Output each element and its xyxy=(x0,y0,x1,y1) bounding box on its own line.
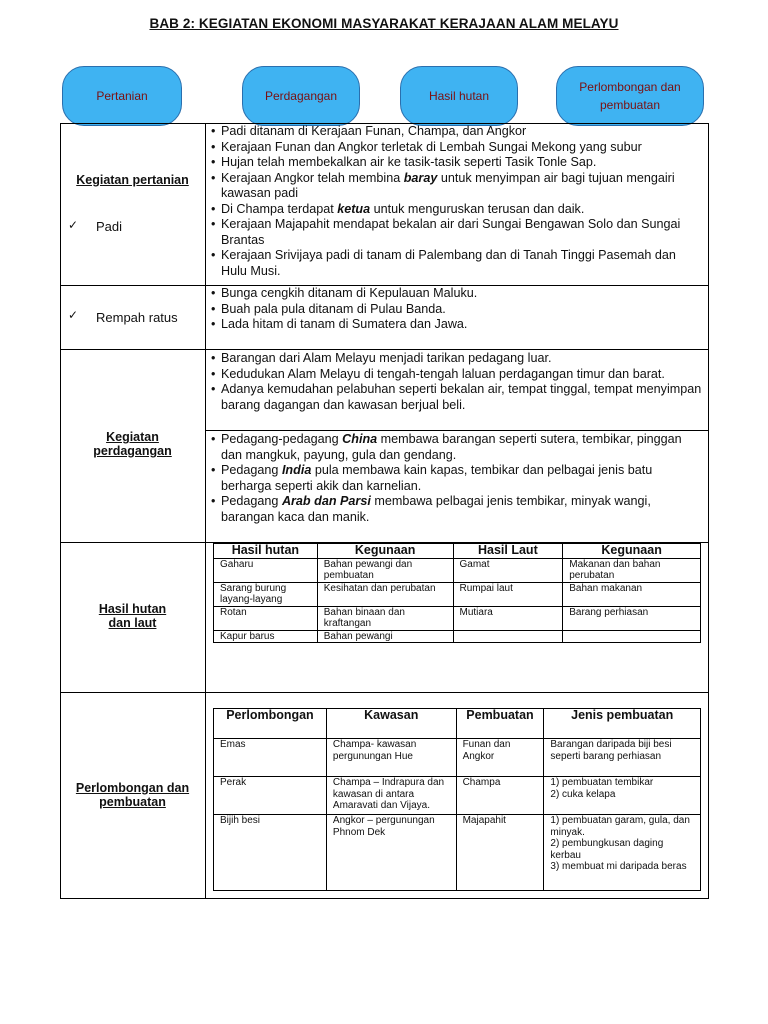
list-item: • Kedudukan Alam Melayu di tengah-tengah laluan perdagangan timur dan barat. xyxy=(211,367,703,383)
table-row xyxy=(214,630,701,643)
table-perlombongan xyxy=(213,708,701,891)
pill-perdagangan: Perdagangan xyxy=(242,66,360,126)
row-divider xyxy=(205,430,709,431)
label-padi: Padi xyxy=(96,219,123,234)
pill-perlombongan: Perlombongan dan pembuatan xyxy=(556,66,704,126)
label-perlombongan-pembuatan: Perlombongan dan pembuatan xyxy=(75,781,190,809)
table-cell: Kapur barus xyxy=(214,630,318,643)
table-cell: Perak xyxy=(214,777,327,815)
list-padi xyxy=(211,124,703,279)
table-header-row xyxy=(214,544,701,559)
table-header-row xyxy=(214,709,701,739)
table-cell: Bahan pewangi dan pembuatan xyxy=(317,558,453,582)
list-item: • Di Champa terdapat ketua untuk menguruskan terusan dan daik. xyxy=(211,202,703,218)
list-item: • Barangan dari Alam Melayu menjadi tarikan pedagang luar. xyxy=(211,351,703,367)
list-item: • Kerajaan Funan dan Angkor terletak di Lembah Sungai Mekong yang subur xyxy=(211,140,703,156)
list-item: • Kerajaan Srivijaya padi di tanam di Palembang dan di Tanah Tinggi Pasemah dan Hulu Musi. xyxy=(211,248,703,279)
list-item: • Kerajaan Majapahit mendapat bekalan air dari Sungai Bengawan Solo dan Sungai Brantas xyxy=(211,217,703,248)
list-item: • Bunga cengkih ditanam di Kepulauan Maluku. xyxy=(211,286,703,302)
list-item: • Adanya kemudahan pelabuhan seperti bekalan air, tempat tinggal, tempat menyimpan barang dagangan dan kawasan berjual beli. xyxy=(211,382,703,413)
list-item: • Lada hitam di tanam di Sumatera dan Jawa. xyxy=(211,317,703,333)
table-cell: Emas xyxy=(214,739,327,777)
pill-hasil-hutan: Hasil hutan xyxy=(400,66,518,126)
label-kegiatan-perdagangan: Kegiatan perdagangan xyxy=(93,430,172,458)
list-item: • Pedagang Arab dan Parsi membawa pelbagai jenis tembikar, minyak wangi, barangan kaca dan manik. xyxy=(211,494,703,525)
table-cell: Champa- kawasan pergunungan Hue xyxy=(326,739,456,777)
table-row xyxy=(214,606,701,630)
column-header: Hasil hutan xyxy=(214,544,318,559)
table-cell: Kesihatan dan perubatan xyxy=(317,582,453,606)
table-cell: Angkor – pergunungan Phnom Dek xyxy=(326,815,456,891)
column-header: Kegunaan xyxy=(563,544,701,559)
table-cell: Champa – Indrapura dan kawasan di antara Amaravati dan Vijaya. xyxy=(326,777,456,815)
column-header: Perlombongan xyxy=(214,709,327,739)
check-icon: ✓ xyxy=(68,308,79,322)
column-header: Kegunaan xyxy=(317,544,453,559)
list-item: • Pedagang India pula membawa kain kapas, tembikar dan pelbagai jenis batu berharga seperti akik dan karnelian. xyxy=(211,463,703,494)
column-header: Kawasan xyxy=(326,709,456,739)
table-cell: 1) pembuatan garam, gula, dan minyak. 2) pembungkusan daging kerbau 3) membuat mi daripada beras xyxy=(544,815,701,891)
table-cell: Gamat xyxy=(453,558,563,582)
table-cell: Funan dan Angkor xyxy=(456,739,544,777)
table-row xyxy=(214,582,701,606)
check-icon: ✓ xyxy=(68,218,79,232)
table-cell: Champa xyxy=(456,777,544,815)
column-header: Jenis pembuatan xyxy=(544,709,701,739)
table-cell: Bijih besi xyxy=(214,815,327,891)
table-hasil xyxy=(213,543,701,643)
table-cell: Barang perhiasan xyxy=(563,606,701,630)
label-hasil-hutan-laut: Hasil hutan dan laut xyxy=(98,602,167,630)
table-cell: Rotan xyxy=(214,606,318,630)
table-cell: Bahan makanan xyxy=(563,582,701,606)
list-item: • Kerajaan Angkor telah membina baray untuk menyimpan air bagi tujuan mengairi kawasan padi xyxy=(211,171,703,202)
table-row xyxy=(214,815,701,891)
table-row xyxy=(214,777,701,815)
table-cell xyxy=(453,630,563,643)
column-divider xyxy=(205,123,206,899)
table-cell: Barangan daripada biji besi seperti barang perhiasan xyxy=(544,739,701,777)
table-cell: Gaharu xyxy=(214,558,318,582)
list-item: • Hujan telah membekalkan air ke tasik-tasik seperti Tasik Tonle Sap. xyxy=(211,155,703,171)
column-header: Hasil Laut xyxy=(453,544,563,559)
list-perdagangan-pedagang xyxy=(211,432,703,525)
label-kegiatan-pertanian: Kegiatan pertanian xyxy=(76,173,189,187)
list-rempah xyxy=(211,286,703,333)
page-title: BAB 2: KEGIATAN EKONOMI MASYARAKAT KERAJAAN ALAM MELAYU xyxy=(149,16,619,31)
table-cell: Makanan dan bahan perubatan xyxy=(563,558,701,582)
list-item: • Pedagang-pedagang China membawa barangan seperti sutera, tembikar, pinggan dan mangkuk, payung, gula dan gendang. xyxy=(211,432,703,463)
pill-pertanian: Pertanian xyxy=(62,66,182,126)
table-cell: Majapahit xyxy=(456,815,544,891)
list-perdagangan-faktor xyxy=(211,351,703,413)
table-cell: Bahan pewangi xyxy=(317,630,453,643)
list-item: • Buah pala pula ditanam di Pulau Banda. xyxy=(211,302,703,318)
column-header: Pembuatan xyxy=(456,709,544,739)
table-row xyxy=(214,558,701,582)
table-cell: Sarang burung layang-layang xyxy=(214,582,318,606)
list-item: • Padi ditanam di Kerajaan Funan, Champa, dan Angkor xyxy=(211,124,703,140)
table-cell: Mutiara xyxy=(453,606,563,630)
table-cell: 1) pembuatan tembikar 2) cuka kelapa xyxy=(544,777,701,815)
table-cell xyxy=(563,630,701,643)
table-cell: Rumpai laut xyxy=(453,582,563,606)
table-cell: Bahan binaan dan kraftangan xyxy=(317,606,453,630)
table-row xyxy=(214,739,701,777)
row-divider xyxy=(60,692,709,693)
row-divider xyxy=(60,349,709,350)
label-rempah-ratus: Rempah ratus xyxy=(96,310,178,325)
